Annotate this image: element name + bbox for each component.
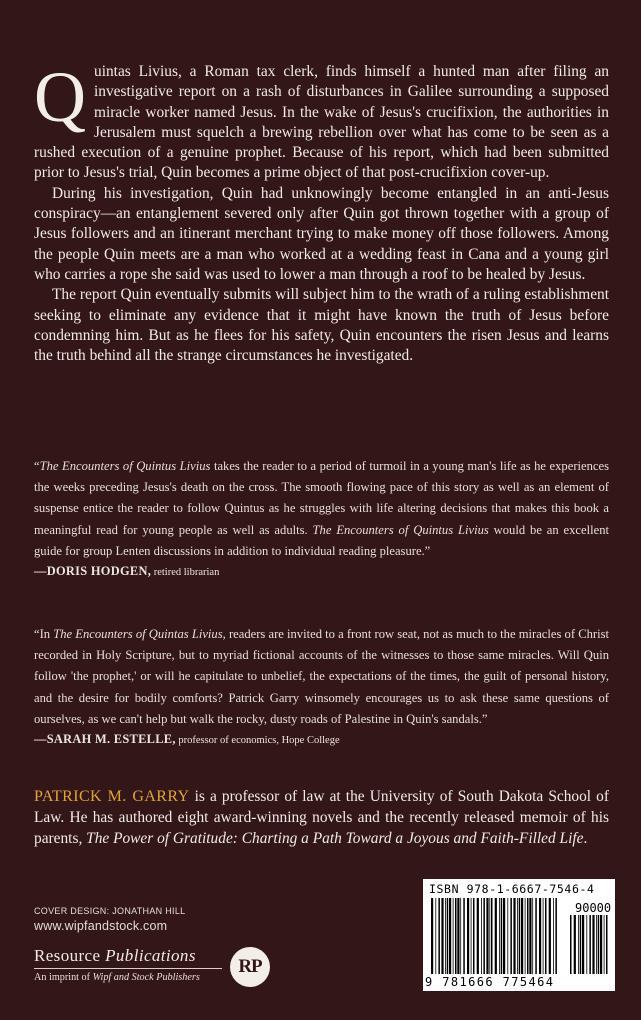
endorsement-text: “In The Encounters of Quintas Livius, readers are invited to a front row seat, not as much to the miracles of Christ recorded in Holy Scripture, but to myriad fictional accounts of the witnesses to those same miracles. Will Quin follow 'the prophet,' or will he capitulate to unbelief, the expectations of the times, the guilt of personal history, and the desire for bodily comforts? Patrick Garry winsomely encourages us to ask these same questions of ourselves, as we can't help but walk the rocky, dusty roads of Palestine in Quin's sandals.”	[34, 627, 609, 726]
publisher-imprint: An imprint of Wipf and Stock Publishers	[34, 972, 200, 983]
synopsis	[34, 57, 609, 366]
drop-cap: Q	[34, 57, 86, 137]
publisher-url: www.wipfandstock.com	[34, 919, 168, 933]
endorsement-text: “The Encounters of Quintus Livius takes the reader to a period of turmoil in a young man's life as he experiences the weeks preceding Jesus's death on the cross. The smooth flowing pace of this story as well as an element of suspense entice the reader to follow Quintus as he struggles with life altering decisions that makes this book a meaningful read for young people as well as adults. The Encounters of Quintus Livius would be an excellent guide for group Lenten discussions in addition to individual reading pleasure.”	[34, 459, 609, 558]
addon-barcode-bars	[570, 915, 608, 974]
isbn-text: ISBN 978-1-6667-7546-4	[429, 882, 595, 896]
endorsement-hodgen	[34, 456, 609, 582]
ean-digits: 9 781666 775464	[425, 975, 555, 989]
synopsis-paragraph-3: The report Quin eventually submits will subject him to the wrath of a ruling establishment seeking to eliminate any evidence that it might have known the truth of Jesus before condemning him. But as he flees for his safety, Quin encounters the risen Jesus and learns the truth behind all the strange circumstances he investigated.	[34, 286, 609, 365]
endorsement-attribution: —DORIS HODGEN, retired librarian	[34, 564, 220, 579]
publisher-logo: RP	[230, 947, 270, 987]
synopsis-paragraph-2: During his investigation, Quin had unknowingly become entangled in an anti-Jesus conspiracy—an entanglement severed only after Quin got thrown together with a group of Jesus followers and an itinerant merchant trying to make money off those followers. Among the people Quin meets are a man who worked at a wedding feast in Cana and a young girl who carries a rope she said was used to lower a man through a roof to be healed by Jesus.	[34, 184, 609, 283]
memoir-title: The Power of Gratitude: Charting a Path Toward a Joyous and Faith-Filled Life	[86, 830, 584, 847]
publisher-rule	[34, 968, 222, 969]
cover-design-credit: COVER DESIGN: JONATHAN HILL	[34, 906, 186, 916]
endorsement-estelle	[34, 624, 609, 750]
isbn-barcode	[423, 879, 615, 991]
endorsement-attribution: —SARAH M. ESTELLE, professor of economics, Hope College	[34, 732, 340, 747]
author-name: PATRICK M. GARRY	[34, 788, 190, 805]
barcode-bars	[431, 898, 557, 974]
author-bio: PATRICK M. GARRY is a professor of law at the University of South Dakota School of Law. He has authored eight award-winning novels and the recently released memoir of his parents, The Power of Gratitude: Charting a Path Toward a Joyous and Faith-Filled Life.	[34, 788, 609, 847]
synopsis-paragraph-1: Quintas Livius, a Roman tax clerk, finds himself a hunted man after filing an investigative report on a rash of disturbances in Galilee surrounding a supposed miracle worker named Jesus. In the wake of Jesus's crucifixion, the authorities in Jerusalem must squelch a brewing rebellion over what has come to be seen as a rushed execution of a genuine prophet. Because of his report, which had been submitted prior to Jesus's trial, Quin becomes a prime object of that post-crucifixion cover-up.	[34, 57, 609, 182]
publisher-name: Resource Publications	[34, 946, 196, 965]
price-code: 90000	[575, 901, 612, 915]
credits	[34, 906, 185, 933]
